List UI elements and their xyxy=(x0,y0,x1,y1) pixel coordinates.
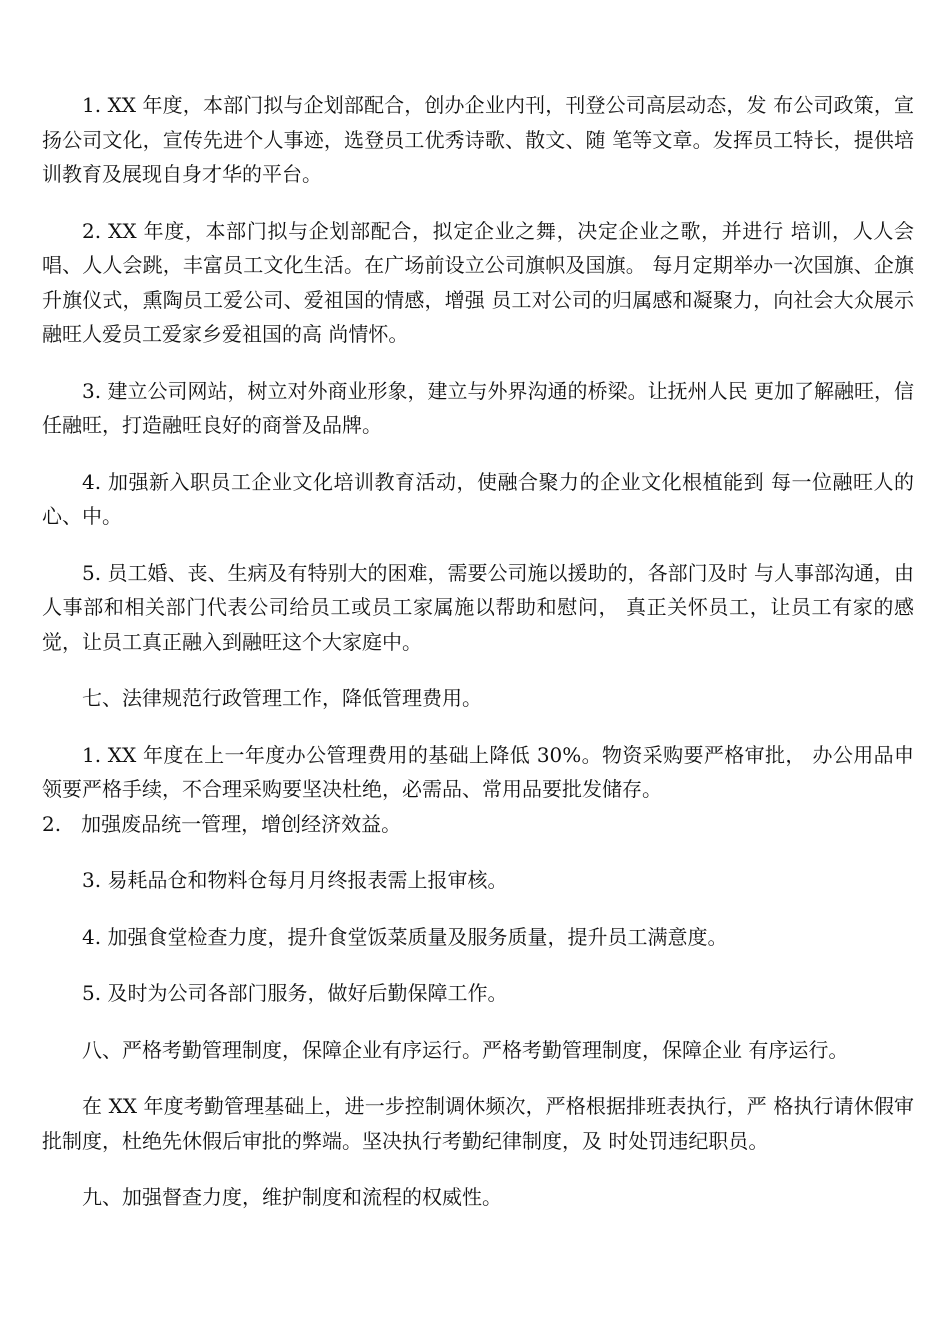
paragraph-company-song-dance: 2. XX 年度，本部门拟与企划部配合，拟定企业之舞，决定企业之歌，并进行 培训，人人会唱、人人会跳，丰富员工文化生活。在广场前设立公司旗帜及国旗。 每月定期举办一次国旗、企旗升旗仪式，熏陶员工爱公司、爱祖国的情感，增强 员工对公司的归属感和凝聚力，向社会大众展示融旺人爱员工爱家乡爱祖国的高 尚情怀。 xyxy=(42,218,914,346)
paragraph-employee-care: 5. 员工婚、丧、生病及有特别大的困难，需要公司施以援助的，各部门及时 与人事部沟通，由人事部和相关部门代表公司给员工或员工家属施以帮助和慰问， 真正关怀员工，让员工有家的感觉，让员工真正融入到融旺这个大家庭中。 xyxy=(42,560,914,654)
paragraph-logistics-support: 5. 及时为公司各部门服务，做好后勤保障工作。 xyxy=(82,981,508,1005)
paragraph-company-website: 3. 建立公司网站，树立对外商业形象，建立与外界沟通的桥梁。让抚州人民 更加了解融旺，信任融旺，打造融旺良好的商誉及品牌。 xyxy=(42,378,914,437)
paragraph-canteen-inspection: 4. 加强食堂检查力度，提升食堂饭菜质量及服务质量，提升员工满意度。 xyxy=(82,924,728,949)
paragraph-attendance-control: 在 XX 年度考勤管理基础上，进一步控制调休频次，严格根据排班表执行，严 格执行请休假审批制度，杜绝先休假后审批的弊端。坚决执行考勤纪律制度，及 时处罚违纪职员。 xyxy=(42,1094,914,1153)
section-heading-7: 七、法律规范行政管理工作，降低管理费用。 xyxy=(82,686,482,710)
section-heading-8: 八、严格考勤管理制度，保障企业有序运行。严格考勤管理制度，保障企业 有序运行。 xyxy=(82,1037,849,1062)
paragraph-reduce-costs: 1. XX 年度在上一年度办公管理费用的基础上降低 30%。物资采购要严格审批， 办公用品申领要严格手续，不合理采购要坚决杜绝，必需品、常用品要批发储存。 xyxy=(42,742,914,801)
section-heading-9: 九、加强督查力度，维护制度和流程的权威性。 xyxy=(82,1185,502,1209)
paragraph-new-staff-training: 4. 加强新入职员工企业文化培训教育活动，使融合聚力的企业文化根植能到 每一位融旺人的心、中。 xyxy=(42,469,914,528)
paragraph-waste-management: 2. 加强废品统一管理，增创经济效益。 xyxy=(42,811,402,836)
document-body xyxy=(42,88,914,1237)
paragraph-monthly-report: 3. 易耗品仓和物料仓每月月终报表需上报审核。 xyxy=(82,868,508,892)
paragraph-culture-magazine: 1. XX 年度，本部门拟与企划部配合，创办企业内刊，刊登公司高层动态，发 布公司政策，宣扬公司文化，宣传先进个人事迹，选登员工优秀诗歌、散文、随 笔等文章。发挥员工特长，提供培训教育及展现自身才华的平台。 xyxy=(42,93,914,186)
